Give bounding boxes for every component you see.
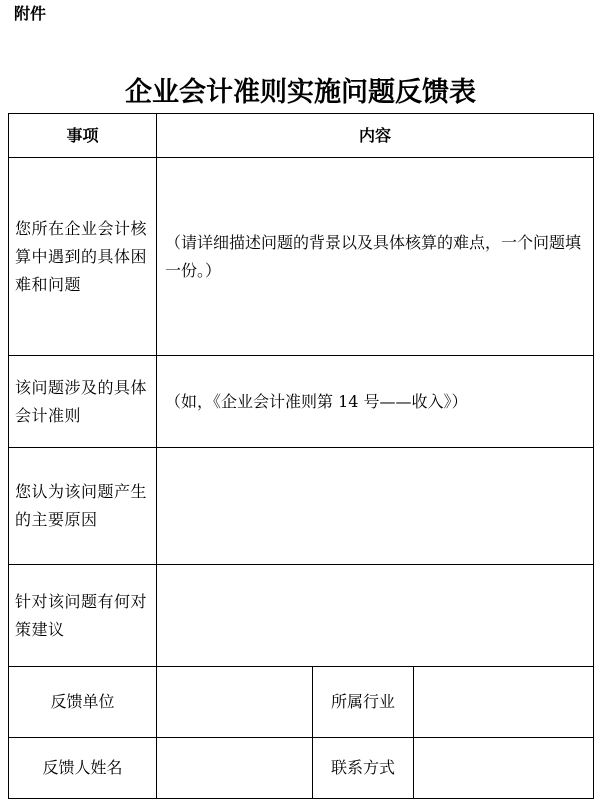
contact-label: 联系方式 <box>313 738 414 799</box>
attachment-label: 附件 <box>14 4 47 23</box>
table-row <box>9 158 594 356</box>
header-content: 内容 <box>157 114 594 158</box>
row-label-cause: 您认为该问题产生的主要原因 <box>9 448 157 565</box>
row-label-suggestion: 针对该问题有何对策建议 <box>9 565 157 667</box>
table-row <box>9 448 594 565</box>
table-header-row <box>9 114 594 158</box>
form-title: 企业会计准则实施问题反馈表 <box>125 77 476 108</box>
table-row <box>9 565 594 667</box>
row-label-problem: 您所在企业会计核算中遇到的具体困难和问题 <box>9 158 157 356</box>
name-label: 反馈人姓名 <box>9 738 157 799</box>
feedback-table <box>8 113 594 799</box>
industry-label: 所属行业 <box>313 667 414 738</box>
standard-input[interactable] <box>157 356 594 448</box>
name-input[interactable] <box>157 738 313 799</box>
row-label-standard: 该问题涉及的具体会计准则 <box>9 356 157 448</box>
table-row <box>9 667 594 738</box>
contact-input[interactable] <box>414 738 594 799</box>
unit-label: 反馈单位 <box>9 667 157 738</box>
table-row <box>9 738 594 799</box>
table-row <box>9 356 594 448</box>
industry-input[interactable] <box>414 667 594 738</box>
suggestion-input[interactable] <box>157 565 594 667</box>
standard-hint: （如，《企业会计准则第 14 号——收入》） <box>165 391 468 411</box>
problem-hint: （请详细描述问题的背景以及具体核算的难点，一个问题填一份。） <box>165 232 582 280</box>
unit-input[interactable] <box>157 667 313 738</box>
cause-input[interactable] <box>157 448 594 565</box>
problem-input[interactable] <box>157 158 594 356</box>
header-item: 事项 <box>9 114 157 158</box>
